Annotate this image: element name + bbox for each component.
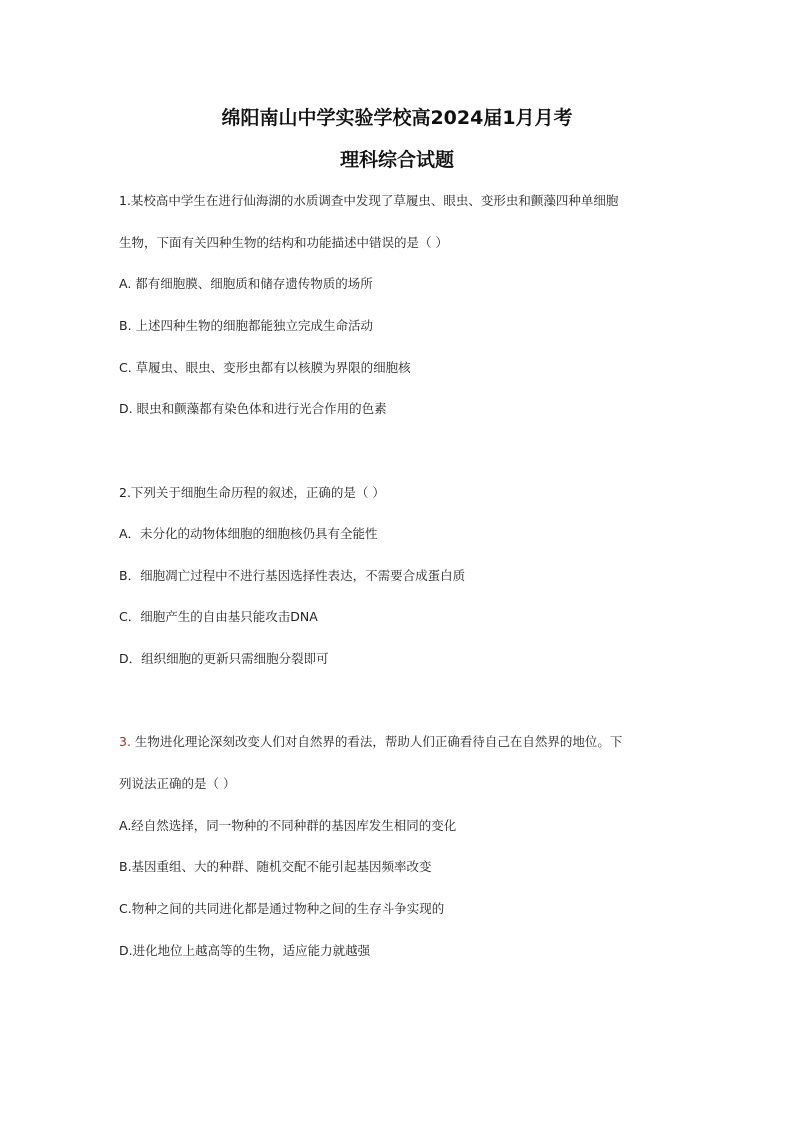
q2-stem: 2.下列关于细胞生命历程的叙述，正确的是（ ） (119, 485, 385, 500)
q3-option-a: A.经自然选择，同一物种的不同种群的基因库发生相同的变化 (119, 818, 457, 833)
q2-option-c: C．细胞产生的自由基只能攻击DNA (119, 609, 318, 624)
q3-option-c: C.物种之间的共同进化都是通过物种之间的生存斗争实现的 (119, 901, 445, 916)
q3-stem-line2: 列说法正确的是（ ） (119, 776, 236, 791)
q3-number: 3. (119, 734, 131, 749)
exam-title: 绵阳南山中学实验学校高2024届1月月考 (221, 107, 573, 129)
q2-option-b: B．细胞凋亡过程中不进行基因选择性表达，不需要合成蛋白质 (119, 568, 466, 583)
exam-subtitle: 理科综合试题 (339, 149, 454, 171)
q2-option-d: D．组织细胞的更新只需细胞分裂即可 (119, 651, 329, 666)
q3-stem-line1 (119, 733, 699, 751)
q1-option-b: B. 上述四种生物的细胞都能独立完成生命活动 (119, 318, 374, 333)
q1-stem-line1: 1.某校高中学生在进行仙海湖的水质调查中发现了草履虫、眼虫、变形虫和颤藻四种单细胞 (119, 193, 619, 208)
q3-stem-text: 生物进化理论深刻改变人们对自然界的看法，帮助人们正确看待自己在自然界的地位。下 (130, 734, 623, 749)
q2-option-a: A．未分化的动物体细胞的细胞核仍具有全能性 (119, 526, 378, 541)
q3-option-d: D.进化地位上越高等的生物，适应能力就越强 (119, 943, 371, 958)
q1-option-c: C. 草履虫、眼虫、变形虫都有以核膜为界限的细胞核 (119, 360, 411, 375)
q3-option-b: B.基因重组、大的种群、随机交配不能引起基因频率改变 (119, 859, 432, 874)
q1-option-a: A. 都有细胞膜、细胞质和储存遗传物质的场所 (119, 276, 373, 291)
q1-option-d: D. 眼虫和颤藻都有染色体和进行光合作用的色素 (119, 401, 387, 416)
q1-stem-line2: 生物，下面有关四种生物的结构和功能描述中错误的是（ ） (119, 235, 448, 250)
